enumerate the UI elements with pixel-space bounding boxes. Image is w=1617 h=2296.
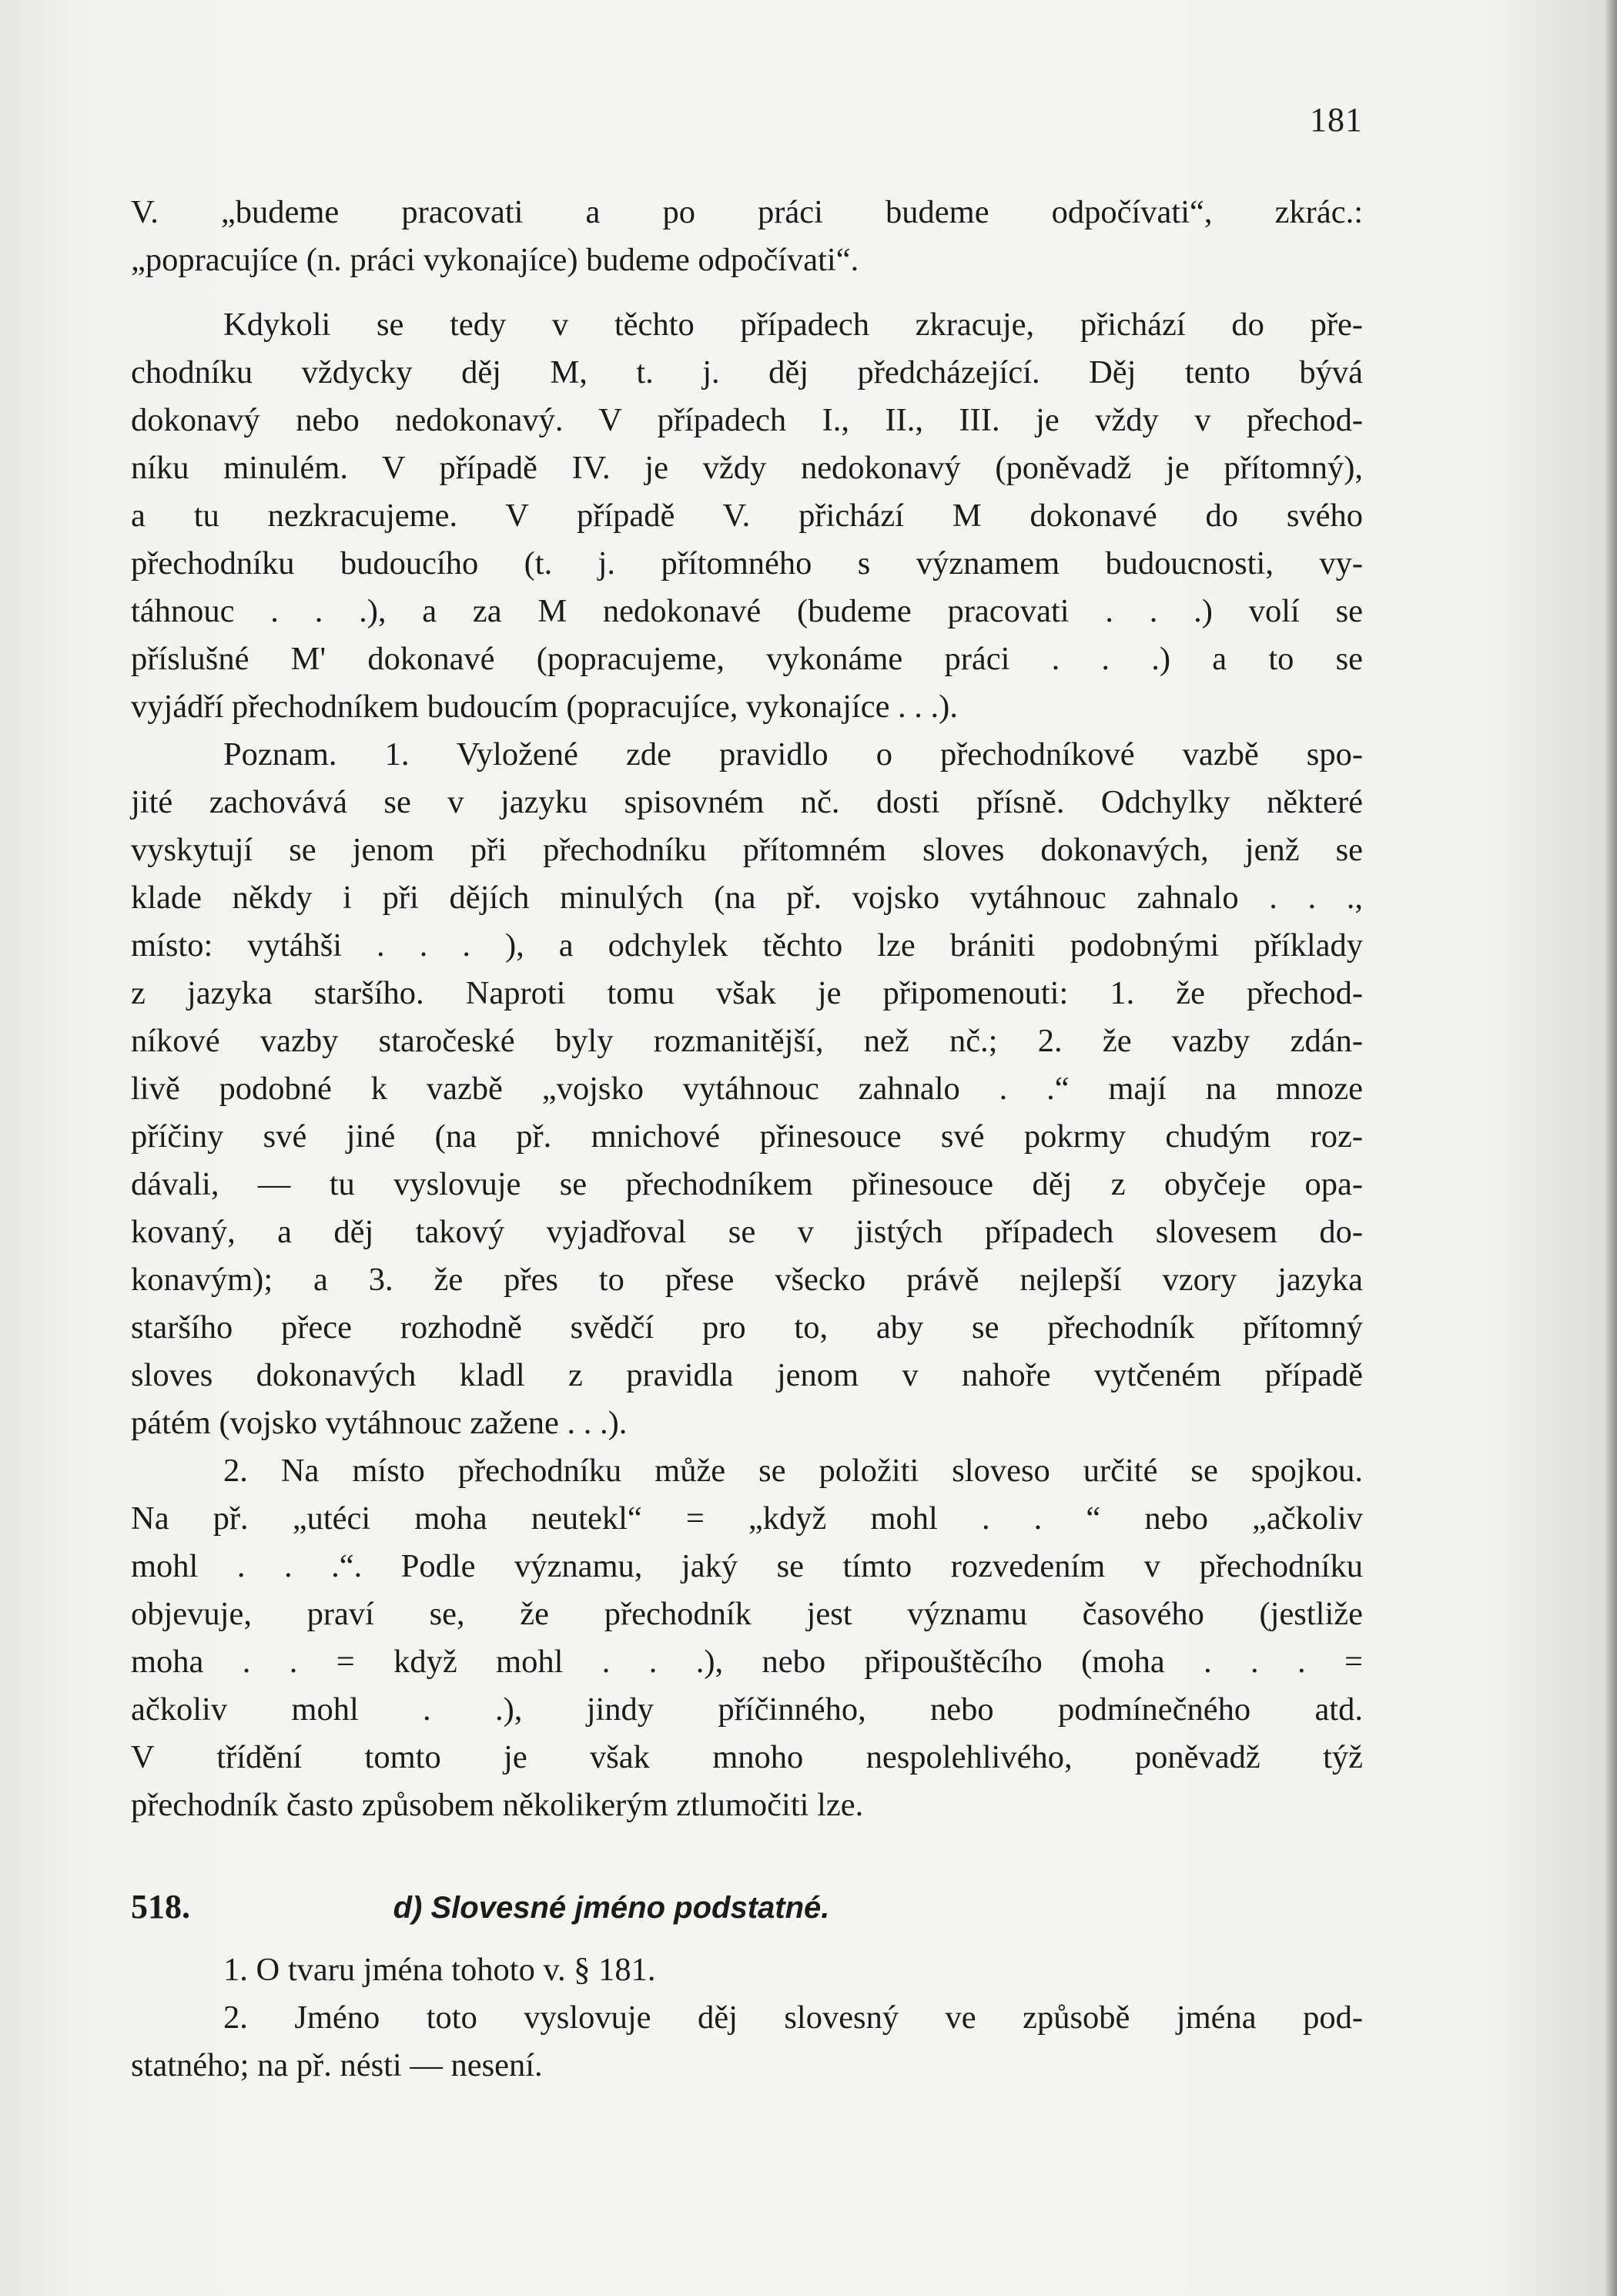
text-line: dokonavý nebo nedokonavý. V případech I., II., III. je vždy v přechod-	[131, 402, 1363, 438]
text-line: níku minulém. V případě IV. je vždy nedokonavý (poněvadž je přítomný),	[131, 450, 1363, 486]
page-edge-shadow	[1606, 0, 1617, 2296]
text-line: místo: vytáhši . . . ), a odchylek těchto lze brániti podobnými příklady	[131, 927, 1363, 964]
text-line: pátém (vojsko vytáhnouc zažene . . .).	[131, 1405, 628, 1441]
text-line: staršího přece rozhodně svědčí pro to, aby se přechodník přítomný	[131, 1309, 1363, 1346]
text-line: a tu nezkracujeme. V případě V. přichází M dokonavé do svého	[131, 498, 1363, 534]
text-line: Poznam. 1. Vyložené zde pravidlo o přechodníkové vazbě spo-	[223, 736, 1363, 773]
text-line: sloves dokonavých kladl z pravidla jenom v nahoře vytčeném případě	[131, 1357, 1363, 1393]
paragraph-gap	[131, 284, 1363, 301]
text-line: 1. O tvaru jména tohoto v. § 181.	[223, 1952, 656, 1988]
text-line: kovaný, a děj takový vyjadřoval se v jistých případech slovesem do-	[131, 1214, 1363, 1250]
text-line: vyjádří přechodníkem budoucím (popracujíce, vykonajíce . . .).	[131, 689, 958, 725]
text-line: statného; na př. nésti — nesení.	[131, 2047, 543, 2083]
text-line: vyskytují se jenom při přechodníku přítomném sloves dokonavých, jenž se	[131, 832, 1363, 868]
text-line: V. „budeme pracovati a po práci budeme odpočívati“, zkrác.:	[131, 194, 1363, 230]
section-paragraphs	[131, 1946, 1363, 2090]
text-line: moha . . = když mohl . . .), nebo připouštěcího (moha . . . =	[131, 1644, 1363, 1680]
section-heading	[131, 1883, 1363, 1931]
text-line: Kdykoli se tedy v těchto případech zkracuje, přichází do pře-	[223, 307, 1363, 343]
text-line: z jazyka staršího. Naproti tomu však je připomenouti: 1. že přechod-	[131, 975, 1363, 1011]
body-text	[131, 189, 1363, 2090]
section-title: d) Slovesné jméno podstatné.	[393, 1891, 830, 1925]
text-line: konavým); a 3. že přes to přese všecko právě nejlepší vzory jazyka	[131, 1262, 1363, 1298]
section-number: 518.	[131, 1888, 190, 1926]
text-line: příslušné M' dokonavé (popracujeme, vykonáme práci . . .) a to se	[131, 641, 1363, 677]
text-line: objevuje, praví se, že přechodník jest významu časového (jestliže	[131, 1596, 1363, 1632]
text-line: dávali, — tu vyslovuje se přechodníkem přinesouce děj z obyčeje opa-	[131, 1166, 1363, 1202]
text-line: přechodníku budoucího (t. j. přítomného s významem budoucnosti, vy-	[131, 545, 1363, 582]
text-line: mohl . . .“. Podle významu, jaký se tímto rozvedením v přechodníku	[131, 1548, 1363, 1584]
text-line: níkové vazby staročeské byly rozmanitější, než nč.; 2. že vazby zdán-	[131, 1023, 1363, 1059]
text-line: chodníku vždycky děj M, t. j. děj předcházející. Děj tento bývá	[131, 354, 1363, 390]
text-line: livě podobné k vazbě „vojsko vytáhnouc zahnalo . .“ mají na mnoze	[131, 1071, 1363, 1107]
text-line: 2. Jméno toto vyslovuje děj slovesný ve způsobě jména pod-	[223, 1999, 1363, 2036]
text-line: táhnouc . . .), a za M nedokonavé (budeme pracovati . . .) volí se	[131, 593, 1363, 629]
text-line: příčiny své jiné (na př. mnichové přinesouce své pokrmy chudým roz-	[131, 1118, 1363, 1155]
main-paragraphs	[131, 189, 1363, 1829]
text-line: ačkoliv mohl . .), jindy příčinného, nebo podmínečného atd.	[131, 1691, 1363, 1728]
text-line: jité zachovává se v jazyku spisovném nč. dosti přísně. Odchylky některé	[131, 784, 1363, 820]
text-line: přechodník často způsobem několikerým ztlumočiti lze.	[131, 1787, 864, 1823]
text-line: „popracujíce (n. práci vykonajíce) budeme odpočívati“.	[131, 242, 859, 278]
page-number: 181	[1310, 101, 1363, 139]
text-line: V třídění tomto je však mnoho nespolehlivého, poněvadž týž	[131, 1739, 1363, 1775]
text-line: klade někdy i při dějích minulých (na př. vojsko vytáhnouc zahnalo . . .,	[131, 880, 1363, 916]
text-line: Na př. „utéci moha neutekl“ = „když mohl . . “ nebo „ačkoliv	[131, 1500, 1363, 1537]
text-line: 2. Na místo přechodníku může se položiti sloveso určité se spojkou.	[223, 1453, 1363, 1489]
